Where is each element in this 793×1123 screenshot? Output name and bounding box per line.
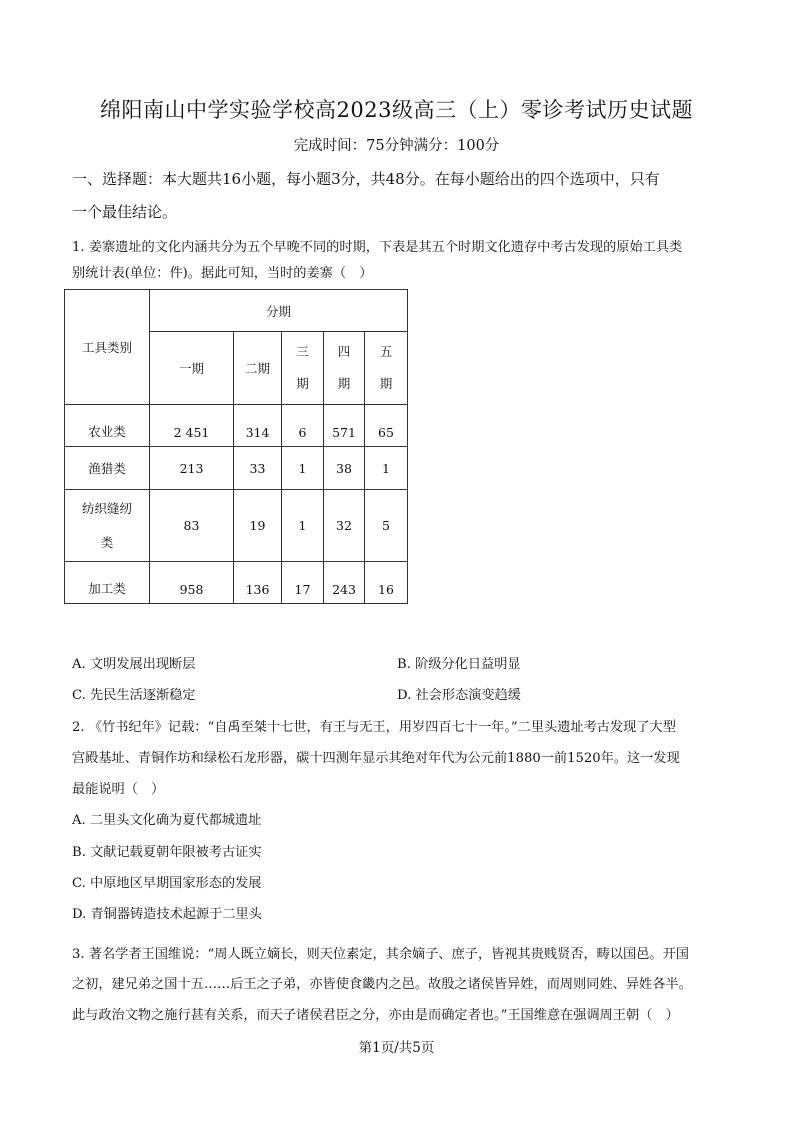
table-cell: 33 — [234, 447, 282, 490]
table-cell: 958 — [150, 562, 234, 604]
table-cell: 2 451 — [150, 405, 234, 447]
table-cell: 83 — [150, 490, 234, 562]
table-cell: 19 — [234, 490, 282, 562]
row-label: 纺织缝纫 类 — [65, 490, 150, 562]
table-cell: 6 — [282, 405, 324, 447]
table-cell: 571 — [324, 405, 365, 447]
exam-time-and-score: 完成时间：75分钟满分：100分 — [293, 138, 500, 154]
row-label: 加工类 — [65, 562, 150, 604]
table-cell: 16 — [365, 562, 408, 604]
q1-option-a[interactable]: A. 文明发展出现断层 — [72, 657, 196, 672]
table-row — [65, 447, 408, 490]
table-cell: 32 — [324, 490, 365, 562]
q2-option-b[interactable]: B. 文献记载夏朝年限被考古证实 — [72, 845, 262, 860]
q1-stem-line2: 别统计表(单位：件)。据此可知，当时的姜寨（ ） — [72, 266, 373, 281]
period-header: 二期 — [234, 332, 282, 405]
q2-stem-line1: 2. 《竹书纪年》记载：“自禹至桀十七世，有王与无王，用岁四百七十一年。”二里头遗址考古发现了大型 — [72, 720, 676, 735]
table-cell: 243 — [324, 562, 365, 604]
period-header: 三 期 — [282, 332, 324, 405]
table-cell: 1 — [282, 490, 324, 562]
q1-stem-line1: 1. 姜寨遗址的文化内涵共分为五个早晚不同的时期，下表是其五个时期文化遗存中考古发现的原始工具类 — [72, 240, 683, 255]
table-cell: 213 — [150, 447, 234, 490]
q2-stem-line2: 宫殿基址、青铜作坊和绿松石龙形器，碳十四测年显示其绝对年代为公元前1880一前1520年。这一发现 — [72, 751, 680, 766]
table-cell: 5 — [365, 490, 408, 562]
row-label: 农业类 — [65, 405, 150, 447]
q1-tool-statistics-table — [64, 289, 408, 604]
q3-stem-line2: 之初，建兄弟之国十五……后王之子弟，亦皆使食畿内之邑。故殷之诸侯皆异姓，而周则同姓、异姓各半。 — [72, 977, 692, 992]
period-header: 一期 — [150, 332, 234, 405]
q1-option-b[interactable]: B. 阶级分化日益明显 — [397, 657, 521, 672]
exam-title: 绵阳南山中学实验学校高2023级高三（上）零诊考试历史试题 — [100, 98, 693, 122]
table-cell: 17 — [282, 562, 324, 604]
table-cell: 314 — [234, 405, 282, 447]
table-cell: 65 — [365, 405, 408, 447]
section-instructions-line2: 一个最佳结论。 — [72, 203, 178, 221]
q1-option-c[interactable]: C. 先民生活逐渐稳定 — [72, 688, 196, 703]
table-row — [65, 405, 408, 447]
table-cell: 1 — [282, 447, 324, 490]
q2-option-d[interactable]: D. 青铜器铸造技术起源于二里头 — [72, 907, 262, 922]
row-label: 渔猎类 — [65, 447, 150, 490]
section-instructions-line1: 一、选择题：本大题共16小题，每小题3分，共48分。在每小题给出的四个选项中，只有 — [72, 170, 660, 188]
table-cell: 38 — [324, 447, 365, 490]
table-row — [65, 490, 408, 562]
q3-stem-line3: 此与政治文物之施行甚有关系，而天子诸侯君臣之分，亦由是而确定者也。”王国维意在强调周王朝（ ） — [72, 1008, 679, 1023]
period-header: 五 期 — [365, 332, 408, 405]
page-number: 第1页/共5页 — [358, 1040, 435, 1056]
table-header-row — [65, 290, 408, 332]
q3-stem-line1: 3. 著名学者王国维说：“周人既立嫡长，则天位素定，其余嫡子、庶子，皆视其贵贱贤否，畴以国邑。开国 — [72, 947, 689, 962]
q2-stem-line3: 最能说明（ ） — [72, 782, 165, 797]
table-cell: 1 — [365, 447, 408, 490]
period-header: 四 期 — [324, 332, 365, 405]
table-row — [65, 562, 408, 604]
table-corner-header: 工具类别 — [65, 290, 150, 405]
q1-option-d[interactable]: D. 社会形态演变趋缓 — [397, 688, 521, 703]
table-group-header: 分期 — [150, 290, 408, 332]
q2-option-c[interactable]: C. 中原地区早期国家形态的发展 — [72, 876, 262, 891]
table-cell: 136 — [234, 562, 282, 604]
q2-option-a[interactable]: A. 二里头文化确为夏代都城遗址 — [72, 813, 262, 828]
